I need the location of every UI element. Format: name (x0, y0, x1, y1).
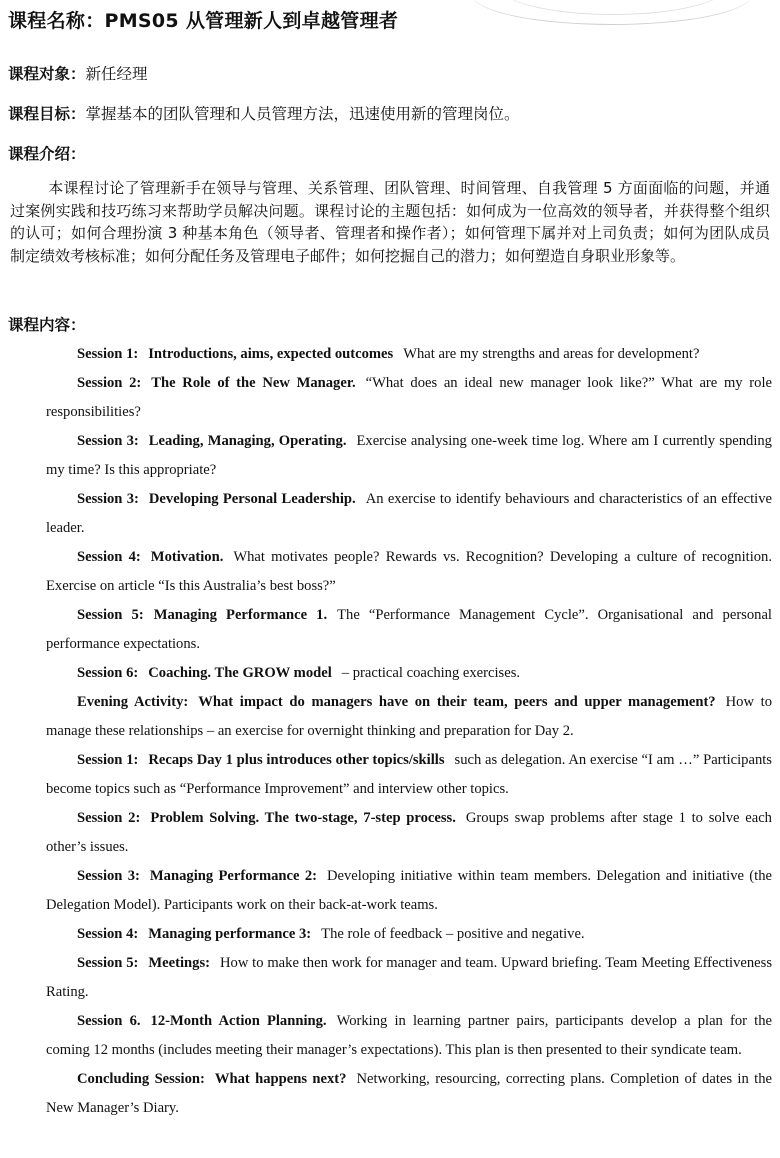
session-text: The role of feedback – positive and negative. (321, 926, 585, 942)
session-text: – practical coaching exercises. (341, 665, 521, 681)
session-item (46, 949, 772, 1007)
session-title: Leading, Managing, Operating. (148, 433, 347, 449)
session-title: Meetings: (148, 955, 210, 971)
session-title: 12-Month Action Planning. (150, 1013, 327, 1029)
session-title: Recaps Day 1 plus introduces other topics/skills (148, 752, 445, 768)
course-target-label: 课程对象： (8, 65, 86, 83)
course-content-heading (8, 313, 86, 335)
session-label: Session 3: (77, 491, 139, 507)
session-label: Session 4: (77, 926, 139, 942)
session-title: Motivation. (150, 549, 224, 565)
session-label: Session 2: (77, 375, 142, 391)
session-label: Session 3: (77, 433, 139, 449)
course-intro-paragraph (10, 177, 770, 267)
session-text: Networking, resourcing, correcting plans. Completion of dates in the New Manager’s Diary. (46, 1071, 772, 1116)
session-label: Session 2: (77, 810, 141, 826)
session-text: What are my strengths and areas for development? (403, 346, 700, 362)
session-title: Problem Solving. The two-stage, 7-step process. (150, 810, 456, 826)
course-goal-value: 掌握基本的团队管理和人员管理方法，迅速使用新的管理岗位。 (85, 105, 520, 123)
session-label: Session 6. (77, 1013, 141, 1029)
session-text: “What does an ideal new manager look like?” What are my role responsibilities? (46, 375, 772, 420)
session-item (46, 427, 772, 485)
course-goal (8, 102, 520, 124)
session-title: Developing Personal Leadership. (148, 491, 356, 507)
session-title: Managing Performance 2: (149, 868, 317, 884)
session-item (46, 543, 772, 601)
session-title: Managing performance 3: (148, 926, 312, 942)
session-label: Session 5: (77, 607, 144, 623)
course-intro-heading (8, 142, 86, 164)
course-goal-label: 课程目标： (8, 105, 86, 123)
session-item (46, 862, 772, 920)
session-label: Concluding Session: (77, 1071, 205, 1087)
course-target-value: 新任经理 (85, 65, 148, 83)
session-item (46, 601, 772, 659)
session-label: Session 1: (77, 346, 139, 362)
session-title: Managing Performance 1. (153, 607, 328, 623)
session-item (46, 485, 772, 543)
session-text: How to make then work for manager and team. Upward briefing. Team Meeting Effectiveness Rating. (46, 955, 772, 1000)
session-item (46, 1065, 772, 1123)
session-text: The “Performance Management Cycle”. Organisational and personal performance expectations. (46, 607, 772, 652)
session-text: Working in learning partner pairs, participants develop a plan for the coming 12 months (includes meeting their manager’s expectations). This plan is then presented to their syndicate team. (46, 1013, 772, 1058)
course-intro-text: 本课程讨论了管理新手在领导与管理、关系管理、团队管理、时间管理、自我管理 5 方面面临的问题，并通过案例实践和技巧练习来帮助学员解决问题。课程讨论的主题包括：如何成为一位高效的领导者，并获得整个组织的认可；如何合理扮演 3 种基本角色（领导者、管理者和操作者）；如何管理下属并对上司负责；如何为团队成员制定绩效考核标准；如何分配任务及管理电子邮件；如何挖掘自己的潜力；如何塑造自身职业形象等。 (10, 179, 770, 265)
session-text: Exercise analysing one-week time log. Where am I currently spending my time? Is this appropriate? (46, 433, 772, 478)
session-title: What happens next? (214, 1071, 347, 1087)
session-item (46, 920, 772, 949)
session-item (46, 369, 772, 427)
session-item (46, 659, 772, 688)
session-text: Groups swap problems after stage 1 to solve each other’s issues. (46, 810, 772, 855)
session-text: such as delegation. An exercise “I am …” Participants become topics such as “Performance Improvement” and interview other topics. (46, 752, 772, 797)
session-title: What impact do managers have on their team, peers and upper management? (198, 694, 716, 710)
course-intro-label: 课程介绍： (8, 145, 86, 163)
session-item (46, 688, 772, 746)
session-text: How to manage these relationships – an exercise for overnight thinking and preparation for Day 2. (46, 694, 772, 739)
session-text: Developing initiative within team members. Delegation and initiative (the Delegation Model). Participants work on their back-at-work teams. (46, 868, 772, 913)
course-target (8, 62, 148, 84)
session-item (46, 804, 772, 862)
session-text: An exercise to identify behaviours and characteristics of an effective leader. (46, 491, 772, 536)
session-label: Session 6: (77, 665, 139, 681)
session-text: What motivates people? Rewards vs. Recognition? Developing a culture of recognition. Exercise on article “Is this Australia’s best boss?” (46, 549, 773, 594)
session-label: Session 1: (77, 752, 139, 768)
course-title: 课程名称：PMS05 从管理新人到卓越管理者 (8, 10, 399, 32)
course-content-label: 课程内容： (8, 316, 86, 334)
session-label: Session 4: (77, 549, 141, 565)
session-label: Session 5: (77, 955, 139, 971)
session-title: The Role of the New Manager. (151, 375, 356, 391)
session-title: Coaching. The GROW model (148, 665, 332, 681)
session-item (46, 746, 772, 804)
session-label: Session 3: (77, 868, 140, 884)
session-item (46, 1007, 772, 1065)
session-label: Evening Activity: (77, 694, 189, 710)
session-list (46, 340, 772, 1123)
session-title: Introductions, aims, expected outcomes (148, 346, 394, 362)
session-item (46, 340, 772, 369)
